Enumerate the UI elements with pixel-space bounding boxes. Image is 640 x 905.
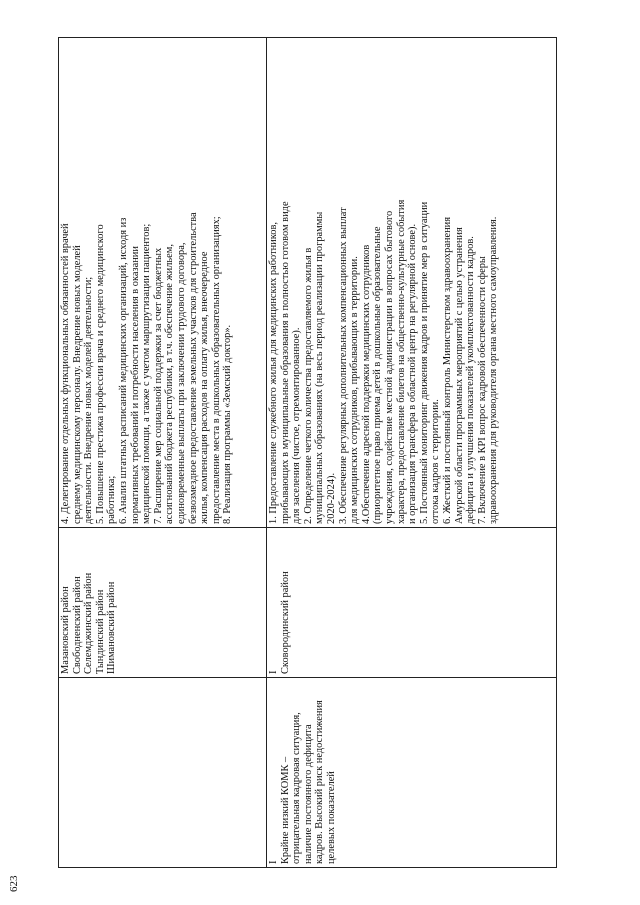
text-line: Шимановский район bbox=[106, 581, 118, 674]
text-line: оттока кадров с территории. bbox=[430, 399, 442, 524]
text-line: (приоритетное право приема детей в дошкольные образовательные bbox=[372, 226, 384, 524]
text-line: Свободненский район bbox=[71, 576, 83, 674]
page-number: 623 bbox=[8, 875, 20, 892]
measures-cell bbox=[59, 38, 267, 528]
category-cell bbox=[267, 678, 557, 868]
text-line: 1. Предоставление служебного жилья для медицинских работников, bbox=[268, 222, 279, 524]
text-line: 6. Анализ штатных расписаний медицинских организаций, исходя из bbox=[117, 217, 129, 524]
text-line: 4.Обеспечение адресной поддержки медицинских сотрудников bbox=[360, 244, 372, 524]
text-line: ассигнований бюджета республики, в т.ч. обеспечение жильем, bbox=[164, 244, 176, 524]
text-line: наличие постоянного дефицита bbox=[302, 724, 314, 864]
text-line: здравоохранения для руководителя органа местного самоуправления. bbox=[488, 216, 500, 524]
text-line: нормативных требований и потребности населения в оказании bbox=[129, 246, 141, 524]
text-line: Амурской области программных мероприятий с целью устранения bbox=[453, 227, 465, 524]
text-line: 2. Определение четкого количества предоставляемого жилья в bbox=[302, 247, 314, 524]
text-line: среднему медицинскому персоналу. Внедрение новых моделей bbox=[71, 245, 83, 524]
table-row bbox=[59, 38, 267, 868]
table-row bbox=[267, 38, 557, 868]
text-line: для медицинских сотрудников, прибывающих в территории. bbox=[349, 256, 361, 524]
text-line: безвозмездное предоставление земельных участков для строительства bbox=[187, 212, 199, 524]
page-number-area bbox=[4, 440, 34, 892]
text-line: 5. Повышение престижа профессии врача и среднего медицинского bbox=[94, 224, 106, 524]
text-line: муниципальных образованиях (на весь период реализации программы bbox=[314, 211, 326, 524]
text-line: прибывающих в муниципальные образования в полностью готовом виде bbox=[279, 201, 291, 524]
rotated-table-container bbox=[58, 38, 556, 868]
text-line: 8. Реализация программы «Земский доктор». bbox=[222, 324, 234, 524]
text-line: 3. Обеспечение регулярных дополнительных компенсационных выплат bbox=[337, 207, 349, 524]
text-line: характера, предоставление билетов на общественно-культурные события bbox=[395, 199, 407, 524]
text-line: для заселения (чистое, отремонтированное). bbox=[291, 327, 303, 524]
category-cell bbox=[59, 678, 267, 868]
text-line: жилья, компенсация расходов на оплату жилья, внеочередное bbox=[199, 251, 211, 524]
text-line: целевых показателей bbox=[325, 771, 337, 864]
measures-cell bbox=[267, 38, 557, 528]
text-line: I bbox=[268, 860, 279, 864]
text-line: Тындинский район bbox=[94, 589, 106, 674]
text-line: 7. Включение в КРI вопрос кадровой обеспеченности сферы bbox=[476, 256, 488, 524]
text-line: работника; bbox=[106, 475, 118, 524]
measures-table-body bbox=[59, 38, 557, 868]
text-line: деятельности. Внедрение новых моделей деятельности; bbox=[83, 276, 95, 524]
text-line: Крайне низкий КОМК – bbox=[279, 756, 291, 864]
text-line: Мазановский район bbox=[60, 586, 71, 674]
text-line: и организация трансфера в областной центр на регулярной основе). bbox=[407, 223, 419, 524]
text-line: 2020-2024). bbox=[325, 472, 337, 524]
text-line: 5. Постоянный мониторинг движения кадров и принятие мер в ситуации bbox=[418, 201, 430, 524]
text-line: 6. Жесткий и постоянный контроль Министерством здравоохранения bbox=[441, 217, 453, 524]
text-line: учреждения, содействие местной администрации в вопросах бытового bbox=[383, 210, 395, 524]
text-line: отрицательная кадровая ситуация, bbox=[291, 712, 303, 864]
text-line: медицинской помощи, а также с учетом маршрутизации пациентов; bbox=[141, 223, 153, 524]
text-line: Селемджинский район bbox=[83, 572, 95, 674]
text-line: I bbox=[268, 670, 279, 674]
measures-table bbox=[58, 37, 557, 868]
districts-cell bbox=[267, 528, 557, 678]
text-line: 7. Расширение мер социальной поддержки за счет бюджетных bbox=[152, 247, 164, 524]
text-line: дефицита и улучшения показателей укомплектованности кадров. bbox=[465, 236, 477, 524]
text-line: единовременные выплаты при заключении трудового договора, bbox=[175, 242, 187, 524]
text-line: Сковородинский район bbox=[279, 571, 291, 674]
text-line: предоставление места в дошкольных образовательных организациях; bbox=[210, 216, 222, 524]
text-line: 4. Делегирование отдельных функциональных обязанностей врачей bbox=[60, 223, 71, 524]
districts-cell bbox=[59, 528, 267, 678]
text-line: кадров. Высокий риск недостижения bbox=[314, 700, 326, 864]
